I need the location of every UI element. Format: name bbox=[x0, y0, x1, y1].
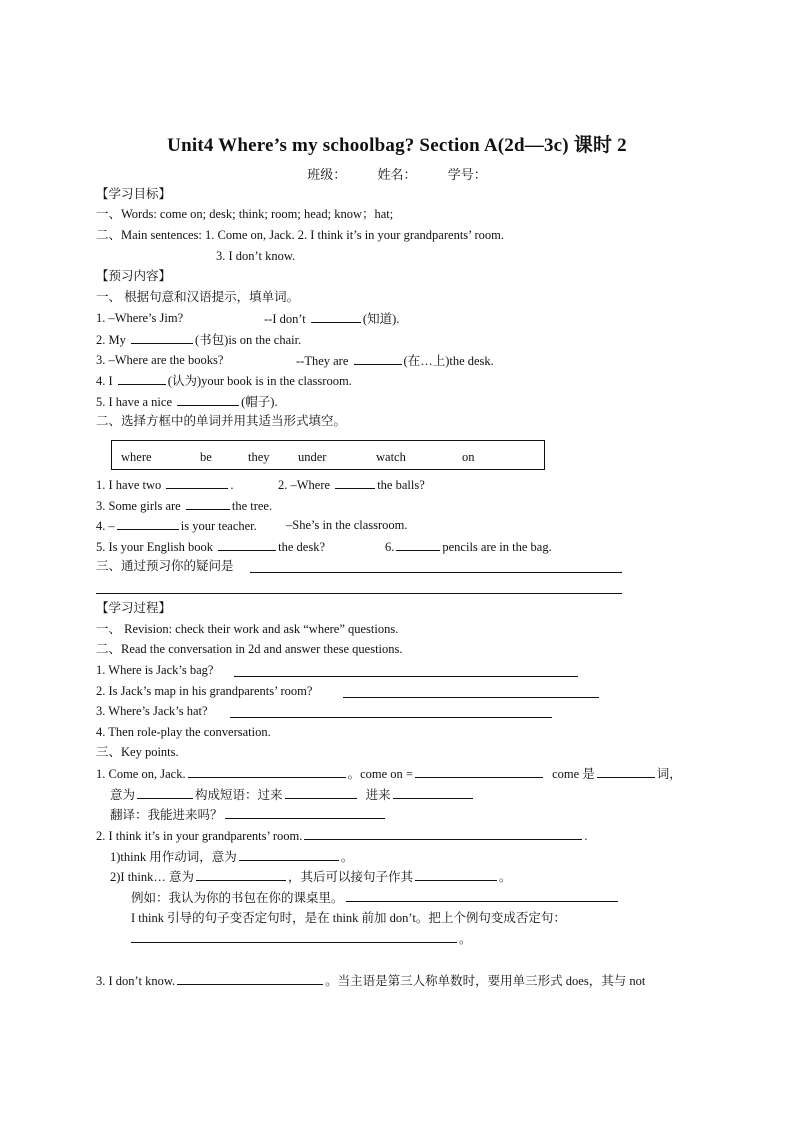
process-step1: 一、 Revision: check their work and ask “where” questions. bbox=[96, 622, 399, 636]
preview-part3-title: 三、通过预习你的疑问是 bbox=[96, 559, 234, 573]
q3-text-a: 3. –Where are the books? bbox=[96, 353, 224, 367]
b1-text-b: . bbox=[230, 478, 234, 492]
process-q2: 2. Is Jack’s map in his grandparents’ room? bbox=[96, 684, 313, 698]
b5-text-b: the desk? bbox=[278, 540, 325, 554]
answer-blank[interactable] bbox=[415, 868, 497, 881]
k2-text-b: . bbox=[584, 829, 588, 843]
goals-sentences: 二、Main sentences: 1. Come on, Jack. 2. I think it’s in your grandparents’ room. bbox=[96, 228, 505, 242]
preview-q2 bbox=[96, 331, 301, 348]
answer-line[interactable] bbox=[250, 572, 622, 573]
answer-blank[interactable] bbox=[285, 786, 357, 799]
process-q1: 1. Where is Jack’s bag? bbox=[96, 663, 214, 677]
box-q4 bbox=[96, 517, 257, 534]
number-label: 学号： bbox=[447, 167, 487, 182]
answer-blank[interactable] bbox=[177, 972, 323, 985]
key-point-1-translate bbox=[110, 806, 387, 823]
b1-text-a: 1. I have two bbox=[96, 478, 162, 492]
k1-text-e: 意为 bbox=[110, 788, 136, 802]
k1-text-a: 1. Come on, Jack. bbox=[96, 767, 186, 781]
key-point-1-meaning bbox=[110, 786, 475, 803]
b6-text-a: 6. bbox=[385, 540, 395, 554]
process-q3: 3. Where’s Jack’s hat? bbox=[96, 704, 208, 718]
answer-blank[interactable] bbox=[118, 372, 166, 385]
box-q2 bbox=[278, 476, 425, 493]
answer-blank[interactable] bbox=[335, 476, 375, 489]
answer-blank[interactable] bbox=[304, 827, 582, 840]
preview-q3 bbox=[96, 352, 223, 368]
key-point-2-i-think bbox=[110, 868, 512, 885]
process-heading: 【学习过程】 bbox=[96, 601, 172, 615]
k2-text-f: ，其后可以接句子作其 bbox=[288, 870, 414, 884]
q1-text: 1. –Where’s Jim? bbox=[96, 311, 184, 325]
q4-text-b: (认为)your book is in the classroom. bbox=[167, 374, 352, 388]
k2-text-e: 2)I think… 意为 bbox=[110, 870, 195, 884]
box-q4-reply: –She’s in the classroom. bbox=[286, 518, 408, 532]
b5-text-a: 5. Is your English book bbox=[96, 540, 214, 554]
k2-text-c: 1)think 用作动词，意为 bbox=[110, 850, 237, 864]
box-word: be bbox=[200, 450, 212, 464]
q4-text-a: 4. I bbox=[96, 374, 113, 388]
q3-text-c: (在…上)the desk. bbox=[403, 354, 494, 368]
box-word: under bbox=[298, 450, 327, 464]
key-point-3 bbox=[96, 972, 645, 989]
answer-line[interactable] bbox=[230, 717, 552, 718]
answer-blank[interactable] bbox=[131, 331, 193, 344]
key-point-2-example bbox=[131, 889, 620, 906]
k2-text-h: 例如：我认为你的书包在你的课桌里。 bbox=[131, 891, 344, 905]
q3-text-b: --They are bbox=[296, 354, 349, 368]
preview-part1-title: 一、 根据句意和汉语提示，填单词。 bbox=[96, 290, 300, 304]
goals-heading: 【学习目标】 bbox=[96, 187, 172, 201]
student-info bbox=[0, 164, 794, 183]
b4-text-b: is your teacher. bbox=[180, 519, 257, 533]
q5-text-a: 5. I have a nice bbox=[96, 395, 173, 409]
preview-q4 bbox=[96, 372, 352, 389]
preview-q3-answer bbox=[296, 352, 494, 369]
answer-blank[interactable] bbox=[354, 352, 402, 365]
box-q3 bbox=[96, 497, 272, 514]
answer-blank[interactable] bbox=[311, 310, 361, 323]
k1-text-c: come 是 bbox=[552, 767, 595, 781]
k3-text-a: 3. I don’t know. bbox=[96, 974, 176, 988]
b2-text-b: the balls? bbox=[377, 478, 425, 492]
key-point-2 bbox=[96, 827, 587, 844]
k3-text-b: 。当主语是第三人称单数时，要用单三形式 does，其与 not bbox=[325, 974, 646, 988]
answer-blank[interactable] bbox=[225, 806, 385, 819]
q2-text-a: 2. My bbox=[96, 333, 126, 347]
answer-blank[interactable] bbox=[166, 476, 228, 489]
key-point-2-think bbox=[110, 848, 353, 865]
k1-text-h: 翻译：我能进来吗？ bbox=[110, 808, 223, 822]
answer-line[interactable] bbox=[343, 697, 599, 698]
word-box bbox=[111, 440, 545, 470]
preview-part2-title: 二、选择方框中的单词并用其适当形式填空。 bbox=[96, 414, 347, 428]
k2-text-d: 。 bbox=[340, 850, 354, 864]
k1-text-g: 进来 bbox=[365, 788, 391, 802]
b6-text-b: pencils are in the bag. bbox=[442, 540, 552, 554]
box-q6 bbox=[385, 538, 552, 555]
preview-q1 bbox=[96, 310, 183, 326]
answer-line[interactable] bbox=[96, 593, 622, 594]
answer-blank[interactable] bbox=[188, 765, 346, 778]
b4-text-a: 4. – bbox=[96, 519, 115, 533]
answer-blank[interactable] bbox=[117, 517, 179, 530]
b3-text-a: 3. Some girls are bbox=[96, 499, 181, 513]
answer-blank[interactable] bbox=[346, 889, 618, 902]
k2-text-g: 。 bbox=[499, 870, 512, 884]
answer-blank[interactable] bbox=[218, 538, 276, 551]
key-point-1 bbox=[96, 765, 682, 782]
class-label: 班级： bbox=[307, 167, 347, 182]
answer-blank[interactable] bbox=[415, 765, 543, 778]
preview-q1-answer bbox=[264, 310, 399, 327]
answer-blank[interactable] bbox=[239, 848, 339, 861]
answer-blank[interactable] bbox=[137, 786, 193, 799]
answer-line[interactable] bbox=[234, 676, 578, 677]
process-step2: 二、Read the conversation in 2d and answer these questions. bbox=[96, 642, 403, 656]
answer-blank[interactable] bbox=[131, 930, 457, 943]
preview-q5 bbox=[96, 393, 278, 410]
box-word: on bbox=[462, 450, 475, 464]
k2-text-j: 。 bbox=[459, 932, 472, 946]
k2-text-a: 2. I think it’s in your grandparents’ room. bbox=[96, 829, 303, 843]
answer-blank[interactable] bbox=[597, 765, 655, 778]
key-point-2-negative: I think 引导的句子变否定句时，是在 think 前加 don’t。把上个例句变成否定句： bbox=[131, 911, 566, 925]
name-label: 姓名： bbox=[377, 167, 417, 182]
key-point-2-negative-answer bbox=[131, 930, 472, 947]
k1-text-d: 词， bbox=[656, 767, 682, 781]
k1-text-b: 。come on = bbox=[347, 767, 413, 781]
box-word: watch bbox=[376, 450, 406, 464]
answer-blank[interactable] bbox=[196, 868, 286, 881]
box-word: where bbox=[121, 450, 152, 464]
goals-sentence-3: 3. I don’t know. bbox=[216, 249, 296, 263]
answer-blank[interactable] bbox=[396, 538, 440, 551]
b2-text-a: 2. –Where bbox=[278, 478, 331, 492]
answer-blank[interactable] bbox=[177, 393, 239, 406]
answer-blank[interactable] bbox=[393, 786, 473, 799]
q1-text-c: (知道). bbox=[362, 312, 400, 326]
q1-text-b: --I don’t bbox=[264, 312, 306, 326]
b3-text-b: the tree. bbox=[231, 499, 273, 513]
k1-text-f: 构成短语：过来 bbox=[195, 788, 283, 802]
process-step3: 三、Key points. bbox=[96, 745, 179, 759]
preview-heading: 【预习内容】 bbox=[96, 269, 172, 283]
process-q4: 4. Then role-play the conversation. bbox=[96, 725, 271, 739]
goals-words: 一、Words: come on; desk; think; room; head; know；hat; bbox=[96, 207, 394, 221]
q5-text-b: (帽子). bbox=[241, 395, 278, 409]
page-title: Unit4 Where’s my schoolbag? Section A(2d—3c) 课时 2 bbox=[167, 135, 627, 156]
answer-blank[interactable] bbox=[186, 497, 230, 510]
box-q1 bbox=[96, 476, 234, 493]
q2-text-b: (书包)is on the chair. bbox=[195, 333, 302, 347]
box-word: they bbox=[248, 450, 270, 464]
box-q5 bbox=[96, 538, 325, 555]
